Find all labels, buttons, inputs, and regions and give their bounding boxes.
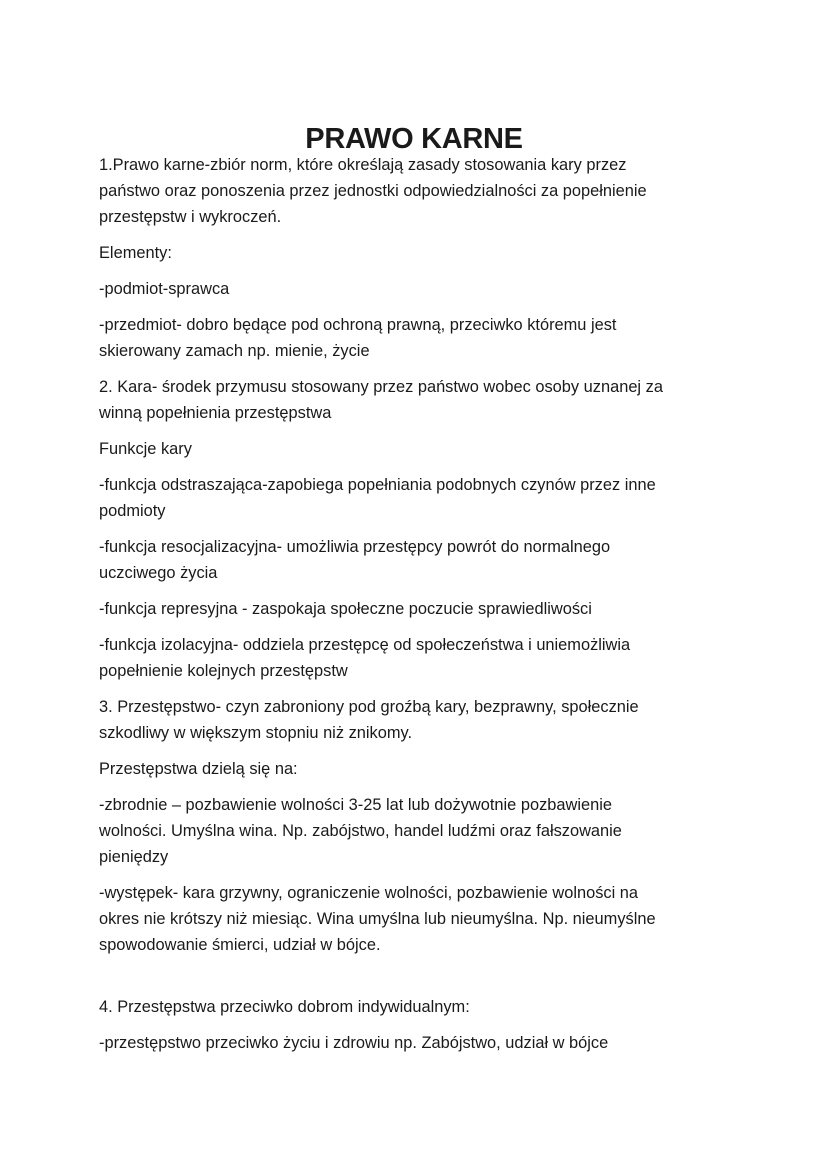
text-line: szkodliwy w większym stopniu niż znikomy. — [99, 724, 413, 742]
text-line: -zbrodnie – pozbawienie wolności 3-25 lat lub dożywotnie pozbawienie — [99, 796, 612, 814]
paragraph — [99, 240, 759, 266]
text-line: uczciwego życia — [99, 564, 218, 582]
text-line: 3. Przestępstwo- czyn zabroniony pod groźbą kary, bezprawny, społecznie — [99, 698, 639, 716]
text-line: -funkcja odstraszająca-zapobiega popełniania podobnych czynów przez inne — [99, 476, 656, 494]
text-line: -występek- kara grzywny, ograniczenie wolności, pozbawienie wolności na — [99, 884, 639, 902]
paragraph — [99, 1030, 759, 1056]
text-line: 4. Przestępstwa przeciwko dobrom indywidualnym: — [99, 998, 470, 1016]
text-line: wolności. Umyślna wina. Np. zabójstwo, handel ludźmi oraz fałszowanie — [99, 822, 622, 840]
document-title: PRAWO KARNE — [305, 123, 523, 156]
text-line: Funkcje kary — [99, 440, 192, 458]
text-line: 1.Prawo karne-zbiór norm, które określają zasady stosowania kary przez — [99, 156, 627, 174]
text-line: pieniędzy — [99, 848, 169, 866]
text-line: -przestępstwo przeciwko życiu i zdrowiu np. Zabójstwo, udział w bójce — [99, 1034, 609, 1052]
text-line: Elementy: — [99, 244, 172, 262]
paragraph — [99, 152, 759, 230]
text-line: 2. Kara- środek przymusu stosowany przez państwo wobec osoby uznanej za — [99, 378, 663, 396]
paragraph — [99, 632, 759, 684]
paragraph — [99, 792, 759, 870]
text-line: -funkcja represyjna - zaspokaja społeczne poczucie sprawiedliwości — [99, 600, 592, 618]
text-line: -funkcja izolacyjna- oddziela przestępcę od społeczeństwa i uniemożliwia — [99, 636, 631, 654]
text-line: -podmiot-sprawca — [99, 280, 230, 298]
text-line: spowodowanie śmierci, udział w bójce. — [99, 936, 381, 954]
text-line: -przedmiot- dobro będące pod ochroną prawną, przeciwko któremu jest — [99, 316, 617, 334]
paragraph — [99, 880, 759, 958]
text-line: okres nie krótszy niż miesiąc. Wina umyślna lub nieumyślna. Np. nieumyślne — [99, 910, 656, 928]
text-line: państwo oraz ponoszenia przez jednostki odpowiedzialności za popełnienie — [99, 182, 647, 200]
paragraph — [99, 374, 759, 426]
paragraph — [99, 312, 759, 364]
paragraph — [99, 596, 759, 622]
text-line: popełnienie kolejnych przestępstw — [99, 662, 348, 680]
paragraph — [99, 436, 759, 462]
paragraph — [99, 472, 759, 524]
text-line: skierowany zamach np. mienie, życie — [99, 342, 370, 360]
document-body — [99, 152, 759, 1066]
text-line: winną popełnienia przestępstwa — [99, 404, 332, 422]
paragraph — [99, 694, 759, 746]
text-line: przestępstw i wykroczeń. — [99, 208, 282, 226]
text-line: podmioty — [99, 502, 166, 520]
paragraph — [99, 756, 759, 782]
text-line: Przestępstwa dzielą się na: — [99, 760, 298, 778]
paragraph — [99, 276, 759, 302]
paragraph — [99, 994, 759, 1020]
paragraph — [99, 534, 759, 586]
text-line: -funkcja resocjalizacyjna- umożliwia przestępcy powrót do normalnego — [99, 538, 611, 556]
